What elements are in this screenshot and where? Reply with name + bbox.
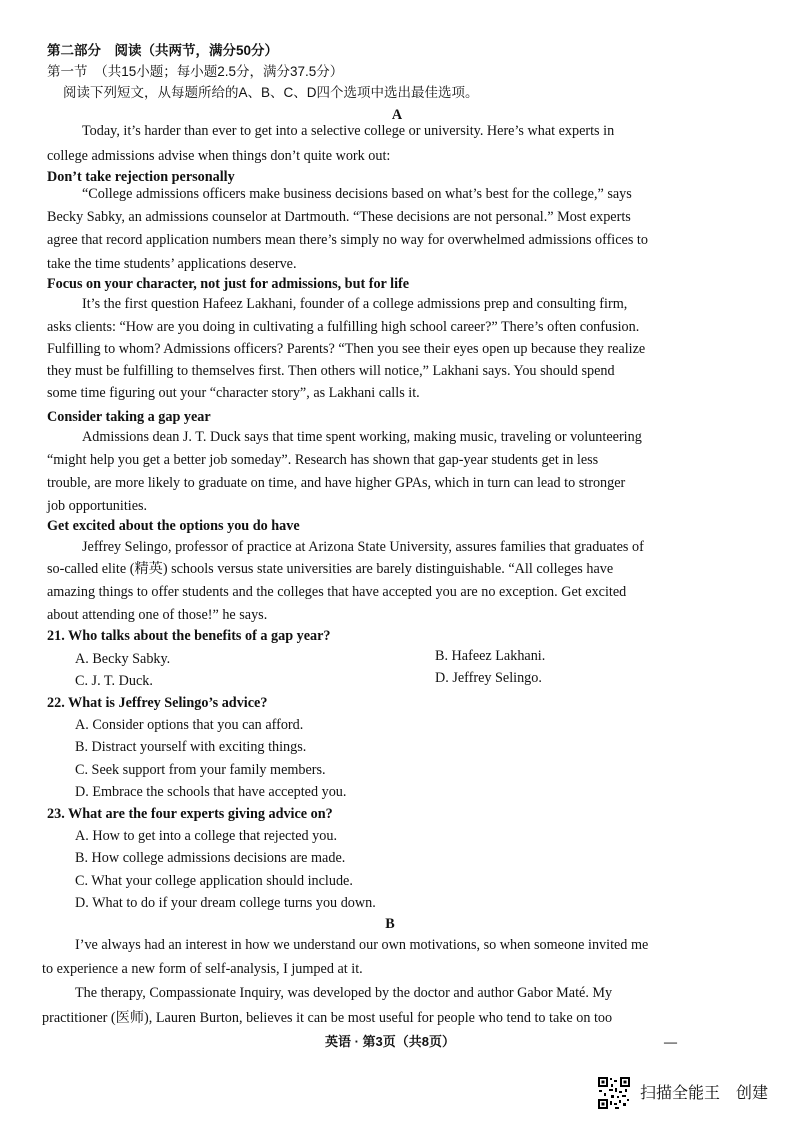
section-instruction: 阅读下列短文，从每题所给的A、B、C、D四个选项中选出最佳选项。 [63,85,479,100]
answer-option[interactable]: D. Embrace the schools that have accepted you. [75,784,347,800]
scanner-watermark: 扫描全能王 创建 [640,1083,769,1102]
paragraph-line: they must be fulfilling to themselves first. Then others will notice,” Lakhani says. You should spend [47,363,615,379]
answer-option[interactable]: C. J. T. Duck. [75,673,153,689]
paragraph-line: asks clients: “How are you doing in cultivating a fulfilling high school career?” There’s often confusion. [47,319,640,335]
paragraph-line: take the time students’ applications deserve. [47,256,297,272]
passage-a-label: A [391,107,403,123]
answer-option[interactable]: D. What to do if your dream college turns you down. [75,895,376,911]
qr-code-icon [597,1076,631,1110]
passage-a-heading: Get excited about the options you do have [47,518,300,534]
answer-option[interactable]: D. Jeffrey Selingo. [435,670,542,686]
paragraph-line: Fulfilling to whom? Admissions officers? Parents? “Then you see their eyes open up because they realize [47,341,646,357]
paragraph-line: agree that record application numbers mean there’s simply no way for overwhelmed admissions offices to [47,232,648,248]
section-title: 第二部分 阅读（共两节，满分50分） [47,43,279,58]
paragraph-line: job opportunities. [47,498,148,514]
answer-option[interactable]: B. Distract yourself with exciting things. [75,739,307,755]
paragraph-line: I’ve always had an interest in how we understand our own motivations, so when someone invited me [75,937,649,953]
answer-option[interactable]: B. How college admissions decisions are made. [75,850,346,866]
passage-a-heading: Don’t take rejection personally [47,169,235,185]
paragraph-line: Jeffrey Selingo, professor of practice at Arizona State University, assures families that graduates of [82,539,644,555]
passage-a-heading: Consider taking a gap year [47,409,211,425]
answer-option[interactable]: C. Seek support from your family members. [75,762,326,778]
paragraph-line: Admissions dean J. T. Duck says that time spent working, making music, traveling or volunteering [82,429,642,445]
answer-option[interactable]: A. Consider options that you can afford. [75,717,304,733]
question-stem: 21. Who talks about the benefits of a gap year? [47,628,331,644]
page-footer: 英语 · 第3页（共8页） [325,1034,456,1049]
paragraph-line: about attending one of those!” he says. [47,607,268,623]
passage-a-heading: Focus on your character, not just for admissions, but for life [47,276,410,292]
passage-a-intro-line: Today, it’s harder than ever to get into a selective college or university. Here’s what experts in [82,123,615,139]
answer-option[interactable]: A. How to get into a college that rejected you. [75,828,337,844]
paragraph-line: practitioner (医师), Lauren Burton, believes it can be most useful for people who tend to take on too [42,1010,613,1026]
paragraph-line: so-called elite (精英) schools versus state universities are barely distinguishable. “All colleges have [47,561,614,577]
passage-a-intro-line: college admissions advise when things don’t quite work out: [47,148,391,164]
question-stem: 23. What are the four experts giving advice on? [47,806,333,822]
paragraph-line: to experience a new form of self-analysis, I jumped at it. [42,961,363,977]
question-stem: 22. What is Jeffrey Selingo’s advice? [47,695,268,711]
passage-b-label: B [385,916,395,932]
answer-option[interactable]: A. Becky Sabky. [75,651,171,667]
paragraph-line: “might help you get a better job someday”. Research has shown that gap-year students get in less [47,452,599,468]
paragraph-line: trouble, are more likely to graduate on time, and have higher GPAs, which in turn can lead to stronger [47,475,626,491]
footer-dash: — [664,1034,677,1049]
paragraph-line: It’s the first question Hafeez Lakhani, founder of a college admissions prep and consulting firm, [82,296,628,312]
section-subtitle: 第一节 （共15小题；每小题2.5分，满分37.5分） [47,64,344,79]
paragraph-line: Becky Sabky, an admissions counselor at Dartmouth. “These decisions are not personal.” Most experts [47,209,631,225]
answer-option[interactable]: B. Hafeez Lakhani. [435,648,546,664]
paragraph-line: The therapy, Compassionate Inquiry, was developed by the doctor and author Gabor Maté. My [75,985,613,1001]
paragraph-line: some time figuring out your “character story”, as Lakhani calls it. [47,385,420,401]
paragraph-line: amazing things to offer students and the colleges that have accepted you are no exception. Get excited [47,584,627,600]
answer-option[interactable]: C. What your college application should include. [75,873,353,889]
paragraph-line: “College admissions officers make business decisions based on what’s best for the college,” says [82,186,632,202]
